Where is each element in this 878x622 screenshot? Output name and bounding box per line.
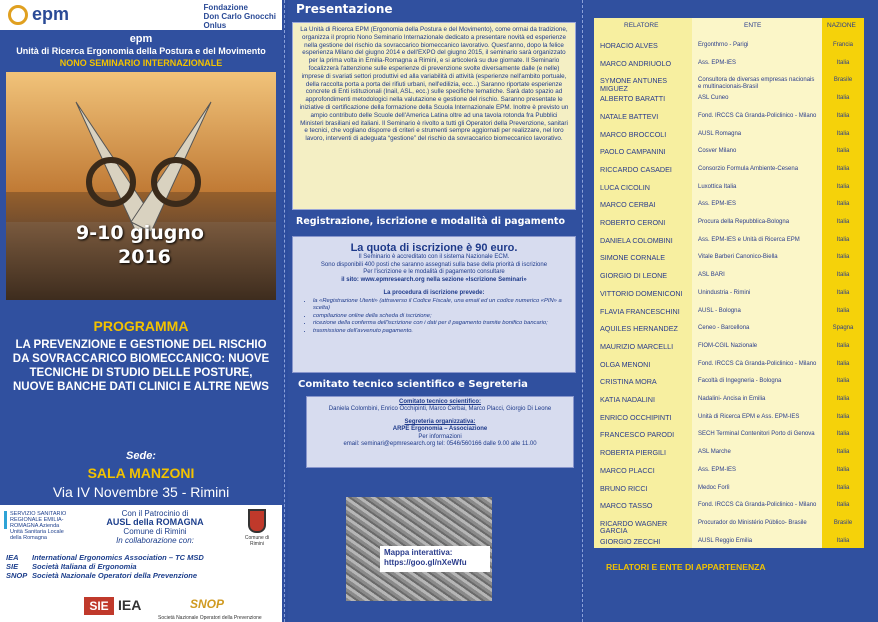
epm-ring-icon bbox=[8, 5, 28, 25]
speaker-name: ROBERTO CERONI bbox=[600, 218, 666, 227]
speaker-ente: ASL Cuneo bbox=[698, 95, 729, 102]
collaborator-value: International Ergonomics Association – TC MSD bbox=[32, 553, 204, 562]
speaker-nazione: Italia bbox=[836, 95, 850, 102]
patronage-line-1: Con il Patrocinio di bbox=[121, 509, 189, 518]
quota-box bbox=[292, 236, 576, 373]
patronage-line-2: AUSL della ROMAGNA bbox=[106, 517, 204, 527]
segreteria-name: ARPE Ergonomia – Associazione bbox=[392, 426, 488, 433]
comitato-box bbox=[306, 396, 574, 468]
seminar-heading: NONO SEMINARIO INTERNAZIONALE bbox=[59, 58, 223, 68]
comitato-names: Daniela Colombini, Enrico Occhipinti, Marco Cerbai, Marco Placci, Giorgio Di Leone bbox=[328, 406, 552, 413]
speaker-name: GIORGIO DI LEONE bbox=[600, 271, 668, 281]
presentazione-text: La Unità di Ricerca EPM (Ergonomia della Postura e del Movimento), come ormai da tradizione, organizza il proprio Nono Seminario Internazionale dedicato a presentare novità ed esperienze nella gestione del rischio da sovraccarico biomeccanico lavorativo. Quest'anno, dopo la felice esperienza Milano del giugno 2014 e dell'EXPO del giugno 2015, il seminario sarà organizzato per la prima volta in Emilia-Romagna a Rimini, e si articolerà su due giornate. Il Seminario focalizzerà l'attenzione sulle esperienze di prevenzione svolte diversamente dalle (e nelle) imprese di svariati settori produttivi ed alla variabilità di attività (esperienze nell'ambito portuale, della raccolta porta a porta dei rifiuti urbani, nell'edilizia, ecc...) Saranno riportate esperienze concrete di Enti istituzionali (Inail, ASL, ecc.) sulle specifiche tematiche. Sarà dato spazio ad approfondimenti metodologici nella valutazione e gestione del rischio. Saranno presentate le iniziative di certificazione della formazione della Scuola Internazionale EPM. Inoltre è previsto un ampio contributo delle Scuole dell'America Latina oltre ad una tavola rotonda fra Pubblici Ministeri brasiliani ed italiani. Il Seminario è rivolto a tutti gli Operatori della Prevenzione, sanitari e tecnici, che vogliano disporre di criteri e strumenti sempre aggiornati per realizzare, nel loro lavoro, interventi di adeguata “gestione” del rischio da sovraccarico biomeccanico lavorativo. bbox=[292, 22, 576, 210]
speakers-footer: RELATORI E ENTE DI APPARTENENZA bbox=[606, 562, 766, 572]
comune-shield-icon bbox=[248, 509, 266, 533]
speaker-name: ROBERTA PIERGILI bbox=[600, 448, 667, 458]
speaker-nazione: Italia bbox=[836, 360, 850, 367]
speaker-nazione: Italia bbox=[836, 378, 850, 385]
segreteria-title: Segreteria organizzativa: bbox=[404, 418, 476, 425]
speaker-name: VITTORIO DOMENICONI bbox=[600, 288, 683, 298]
speaker-name: MAURIZIO MARCELLI bbox=[600, 341, 674, 351]
speaker-nazione: Italia bbox=[836, 289, 850, 296]
speaker-ente: Fond. IRCCS Cà Granda-Policlinico - Milano bbox=[698, 502, 817, 509]
registrazione-heading: Registrazione, iscrizione e modalità di pagamento bbox=[296, 216, 565, 227]
speaker-nazione: Italia bbox=[836, 307, 850, 314]
comitato-title: Comitato tecnico scientifico: bbox=[398, 399, 481, 405]
programma-heading: PROGRAMMA bbox=[93, 318, 189, 334]
map-label-title: Mappa interattiva: bbox=[384, 548, 453, 557]
speaker-name: GIORGIO ZECCHI bbox=[600, 536, 661, 546]
speaker-ente: Ergonthrno - Parigi bbox=[698, 42, 749, 48]
quota-title: La quota di iscrizione è 90 euro. bbox=[350, 242, 518, 254]
speaker-ente: Procurador do Ministério Público- Brasile bbox=[698, 519, 807, 526]
speaker-nazione: Spagna bbox=[832, 325, 854, 332]
speaker-nazione: Italia bbox=[836, 130, 850, 137]
comune-logo bbox=[240, 509, 274, 547]
speaker-ente: Medoc Forlì bbox=[698, 484, 730, 491]
speaker-ente: Procura della Repubblica-Bologna bbox=[698, 219, 790, 225]
speaker-nazione: Italia bbox=[836, 466, 850, 473]
speaker-name: RICCARDO CASADEI bbox=[600, 164, 672, 174]
speaker-nazione: Italia bbox=[836, 219, 850, 225]
collaborator-value: Società Italiana di Ergonomia bbox=[32, 562, 137, 571]
map-label[interactable] bbox=[380, 546, 490, 572]
speaker-name: SYMONE ANTUNES MIGUEZ bbox=[600, 76, 668, 93]
speaker-nazione: Italia bbox=[836, 148, 850, 155]
speaker-nazione: Italia bbox=[836, 502, 850, 509]
procedure-step: • ricezione della conferma dell'iscrizione con i dati per il pagamento tramite bonifico bancario; bbox=[313, 320, 567, 327]
speaker-nazione: Francia bbox=[832, 42, 853, 48]
comune-logo-text: Comune di Rimini bbox=[244, 535, 270, 547]
speaker-ente: FIOM-CGIL Nazionale bbox=[698, 342, 758, 349]
site-link[interactable]: il sito: www.epmresearch.org nella sezione «Iscrizione Seminari» bbox=[341, 276, 527, 283]
speaker-ente: ASL Marche bbox=[698, 449, 731, 456]
gnocchi-line-1: Fondazione bbox=[203, 3, 248, 12]
collaborator-list bbox=[6, 553, 204, 580]
speaker-name: LUCA CICOLIN bbox=[600, 182, 650, 192]
seminar-title: LA PREVENZIONE E GESTIONE DEL RISCHIO DA SOVRACCARICO BIOMECCANICO: NUOVE TECNICHE DI STUDIO DELLE POSTURE, NUOVE BANCHE DATI CLINICI E ALTRE NEWS bbox=[12, 339, 270, 393]
cover-painting bbox=[6, 72, 276, 300]
epm-logo bbox=[8, 4, 69, 25]
posti-text: Sono disponibili 400 posti che saranno assegnati sulla base della priorità di iscrizione bbox=[320, 261, 548, 268]
procedure-step: • compilazione online della scheda di iscrizione; bbox=[313, 313, 567, 320]
patronage-text bbox=[70, 509, 240, 545]
speaker-name: MARCO ANDRIUOLO bbox=[600, 58, 672, 68]
region-logo-icon bbox=[4, 511, 7, 529]
gnocchi-line-3: Onlus bbox=[203, 21, 227, 30]
header-ente: ENTE bbox=[744, 22, 762, 29]
info-text: Per l'iscrizione e le modalità di pagamento consultare bbox=[363, 269, 505, 275]
speaker-ente: Consorzio Formula Ambiente-Cesena bbox=[698, 165, 799, 172]
speaker-nazione: Italia bbox=[836, 59, 850, 66]
speaker-nazione: Brasile bbox=[833, 519, 853, 526]
event-year: 2016 bbox=[118, 246, 171, 268]
speaker-name: MARCO TASSO bbox=[600, 501, 653, 511]
snop-logo-text: Società Nazionale Operatori della Prevenzione bbox=[158, 615, 262, 621]
speaker-name: NATALE BATTEVI bbox=[600, 111, 659, 121]
speaker-ente: Consultora de diversas empresas nacionais e multinacionais-Brasil bbox=[698, 77, 815, 90]
procedure-step: • trasmissione dell'avvenuto pagamento. bbox=[313, 328, 567, 335]
patronage-line-3: Comune di Rimini bbox=[123, 527, 187, 536]
speaker-nazione: Italia bbox=[836, 342, 850, 349]
epm-heading: epm bbox=[129, 33, 153, 45]
presentazione-heading: Presentazione bbox=[296, 2, 393, 16]
speaker-nazione: Italia bbox=[836, 484, 850, 491]
collaborator-item bbox=[6, 553, 204, 562]
speaker-name: ALBERTO BARATTI bbox=[600, 94, 666, 104]
procedure-step: • la «Registrazione Utenti» (attraverso il Codice Fiscale, una email ed un codice numerico «PIN» a scelta) bbox=[313, 298, 567, 313]
speakers-panel bbox=[584, 0, 878, 622]
speaker-nazione: Italia bbox=[836, 201, 850, 208]
speaker-ente: Ass. EPM-IES e Unità di Ricerca EPM bbox=[698, 236, 800, 243]
speaker-ente: ASL BARI bbox=[698, 272, 725, 279]
speaker-ente: SECH Terminal Contenitori Porto di Genova bbox=[698, 431, 815, 438]
speaker-nazione: Italia bbox=[836, 112, 850, 119]
epm-logo-text: epm bbox=[32, 4, 70, 24]
speaker-nazione: Italia bbox=[836, 183, 850, 190]
speaker-name: BRUNO RICCI bbox=[600, 483, 648, 493]
patronage-line-4: In collaborazione con: bbox=[116, 536, 194, 545]
speaker-nazione: Italia bbox=[836, 537, 850, 544]
speaker-ente: Ass. EPM-IES bbox=[698, 201, 737, 208]
gnocchi-logo bbox=[204, 3, 276, 30]
map-link[interactable]: https://goo.gl/nXeWfu bbox=[384, 558, 467, 567]
header-relatore: RELATORE bbox=[624, 22, 659, 29]
speaker-name: FRANCESCO PARODI bbox=[600, 430, 675, 440]
speaker-ente: Ass. EPM-IES bbox=[698, 466, 737, 473]
collaborator-key: IEA bbox=[6, 553, 19, 562]
speaker-nazione: Italia bbox=[836, 254, 850, 261]
speaker-ente: Fond. IRCCS Cà Granda-Policlinico - Milano bbox=[698, 112, 817, 119]
unit-heading: Unità di Ricerca Ergonomia della Postura e del Movimento bbox=[16, 46, 266, 56]
speakers-table bbox=[594, 18, 864, 548]
venue-name: SALA MANZONI bbox=[87, 465, 195, 481]
procedure-list bbox=[313, 298, 567, 335]
speaker-nazione: Italia bbox=[836, 272, 850, 279]
speaker-name: MARCO PLACCI bbox=[600, 465, 655, 475]
speaker-name: KATIA NADALINI bbox=[600, 395, 655, 404]
fold-line bbox=[284, 0, 285, 622]
speaker-name: DANIELA COLOMBINI bbox=[600, 235, 673, 245]
ecm-text: Il Seminario è accreditato con il sistema Nazionale ECM. bbox=[358, 254, 510, 260]
collaborator-value: Società Nazionale Operatori della Prevenzione bbox=[32, 571, 198, 580]
fold-line bbox=[582, 0, 583, 622]
speaker-name: OLGA MENONI bbox=[600, 359, 651, 369]
speaker-ente: AUSL - Bologna bbox=[698, 307, 741, 314]
speaker-ente: AUSL Reggio Emilia bbox=[698, 537, 753, 544]
speaker-nazione: Brasile bbox=[833, 77, 853, 84]
collaborator-item bbox=[6, 571, 204, 580]
speaker-name: MARCO BROCCOLI bbox=[600, 129, 667, 139]
venue-address: Via IV Novembre 35 - Rimini bbox=[52, 484, 230, 500]
collaborator-key: SIE bbox=[6, 562, 19, 571]
speaker-ente: Nadalini- Ancisa in Emilia bbox=[698, 396, 766, 402]
speaker-ente: Unità di Ricerca EPM e Ass. EPM-IES bbox=[698, 413, 800, 420]
speaker-nazione: Italia bbox=[836, 236, 850, 243]
iea-logo: IEA bbox=[118, 597, 142, 613]
speaker-ente: Vitale Barberi Canonico-Biella bbox=[698, 254, 778, 261]
region-logo-text: SERVIZIO SANITARIO REGIONALE EMILIA-ROMAGNA Azienda Unità Sanitaria Locale della Romagna bbox=[10, 511, 67, 541]
speaker-nazione: Italia bbox=[836, 396, 850, 402]
segreteria-info: Per informazioni bbox=[418, 433, 462, 440]
collaborator-key: SNOP bbox=[6, 571, 28, 580]
snop-logo: SNOP bbox=[190, 597, 225, 611]
speaker-nazione: Italia bbox=[836, 165, 850, 172]
header-nazione: NAZIONE bbox=[827, 22, 856, 29]
procedure-title: La procedura di iscrizione prevede: bbox=[383, 290, 485, 296]
speaker-ente: Fond. IRCCS Cà Granda-Policlinico - Milano bbox=[698, 360, 817, 367]
speaker-name: FLAVIA FRANCESCHINI bbox=[600, 306, 680, 316]
speaker-ente: Ass. EPM-IES bbox=[698, 59, 737, 66]
segreteria-contact[interactable]: email: seminari@epmresearch.org tel: 0546/560166 dalle 9.00 alle 11.00 bbox=[343, 441, 537, 448]
gnocchi-line-2: Don Carlo Gnocchi bbox=[203, 12, 276, 21]
sie-logo: SIE bbox=[84, 597, 114, 615]
collaborator-item bbox=[6, 562, 204, 571]
speaker-ente: Unindustria - Rimini bbox=[698, 289, 751, 296]
speaker-name: SIMONE CORNALE bbox=[600, 253, 666, 263]
speaker-name: CRISTINA MORA bbox=[600, 377, 657, 387]
logo-bar bbox=[0, 0, 282, 30]
info-panel bbox=[288, 0, 580, 622]
sede-label: Sede: bbox=[126, 450, 156, 462]
event-date: 9-10 giugno bbox=[76, 222, 204, 244]
speaker-nazione: Italia bbox=[836, 431, 850, 438]
speaker-nazione: Italia bbox=[836, 413, 850, 420]
speaker-ente: Cosver Milano bbox=[698, 148, 737, 155]
speaker-name: MARCO CERBAI bbox=[600, 200, 656, 210]
speaker-ente: Ceneo - Barcellona bbox=[698, 325, 750, 332]
speaker-name: HORACIO ALVES bbox=[600, 41, 658, 50]
speaker-name: AQUILES HERNANDEZ bbox=[600, 324, 678, 334]
speaker-ente: Luxottica Italia bbox=[698, 183, 737, 190]
comitato-heading: Comitato tecnico scientifico e Segreteria bbox=[298, 379, 528, 390]
cover-panel bbox=[0, 0, 282, 622]
speaker-name: ENRICO OCCHIPINTI bbox=[600, 412, 672, 422]
speaker-name: RICARDO WAGNER GARCIA bbox=[600, 518, 668, 536]
patronage-box bbox=[0, 505, 282, 622]
speaker-ente: Facoltà di Ingegneria - Bologna bbox=[698, 378, 782, 385]
speaker-nazione: Italia bbox=[836, 449, 850, 456]
speaker-ente: AUSL Romagna bbox=[698, 130, 742, 137]
speaker-name: PAOLO CAMPANINI bbox=[600, 147, 666, 157]
